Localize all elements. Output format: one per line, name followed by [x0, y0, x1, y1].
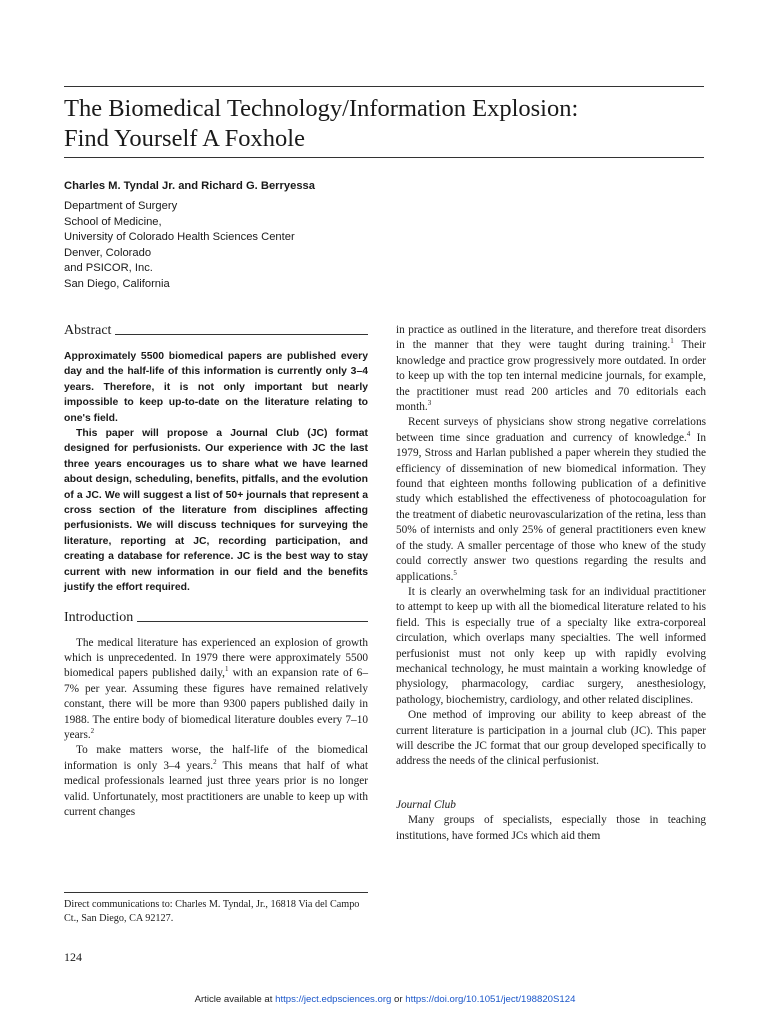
citation-superscript: 1 [224, 665, 229, 674]
title-line-2: Find Yourself A Foxhole [64, 125, 305, 152]
title-line-1: The Biomedical Technology/Information Explosion: [64, 95, 579, 122]
introduction-heading [64, 610, 368, 626]
intro-paragraph-2 [64, 743, 368, 820]
affiliation-line: School of Medicine, [64, 215, 162, 228]
journal-club-subheading: Journal Club [396, 798, 456, 811]
intro-p1-text-b: with an expansion rate of 6–7% per year. Assuming these figures have remained relatively constant, there will be more than 9300 papers published daily in 1988. The entire body of biomedical literature doubles every 7–10 years. [64, 667, 368, 741]
paper-title [64, 94, 704, 154]
affiliation-line: Denver, Colorado [64, 246, 152, 259]
authors: Charles M. Tyndal Jr. and Richard G. Berryessa [64, 180, 315, 192]
footnote: Direct communications to: Charles M. Tyndal, Jr., 16818 Via del Campo Ct., San Diego, CA 92127. [64, 899, 360, 924]
right-paragraph-5: Many groups of specialists, especially those in teaching institutions, have formed JCs which aid them [396, 814, 706, 842]
affiliation [64, 199, 464, 292]
abstract-heading [64, 323, 368, 339]
title-top-rule [64, 86, 704, 87]
intro-p1-text-a: The medical literature has experienced an explosion of growth which is unprecedented. In 1979 there were approximately 5500 biomedical papers published daily, [64, 636, 368, 680]
citation-superscript: 3 [427, 399, 432, 408]
right-paragraph-1 [396, 323, 706, 415]
footer-middle: or [391, 994, 406, 1005]
citation-superscript: 2 [90, 727, 95, 736]
intro-p2-text-b: This means that half of what medical professionals learned just three years prior is no longer valid. Unfortunately, most practitioners are unable to keep up with current changes [64, 759, 368, 818]
affiliation-line: and PSICOR, Inc. [64, 262, 153, 274]
right-paragraph-2 [396, 415, 706, 584]
right-paragraph-3: It is clearly an overwhelming task for an individual practitioner to attempt to keep up with all the biomedical literature related to his field. This is especially true of a specialty like extra-corporeal circulation, which overlaps many specialties. The well informed perfusionist must not only keep up with rapidly evolving mechanical technology, he must maintain a working knowledge of physiology, pharmacology, cardiac surgery, anesthesiology, pathology, biochemistry, cardiology, and other related disciplines. [396, 585, 706, 706]
right-p1-text-a: in practice as outlined in the literature, and therefore treat disorders in the manner that they were taught during training. [396, 324, 706, 352]
abstract-heading-label: Abstract [64, 323, 112, 338]
affiliation-line: University of Colorado Health Sciences Center [64, 231, 295, 243]
affiliation-line: San Diego, California [64, 277, 170, 290]
abstract-paragraph-2: This paper will propose a Journal Club (JC) format designed for perfusionists. Our experience with JC the last three years encourages us to share what we have learned about design, scheduling, benefits, pitfalls, and the evolution of a JC. We will suggest a list of 50+ journals that represent a cross section of the literature from disciplines affecting perfusionists. We will discuss techniques for surveying the literature, reporting at JC, recording participation, and creating a database for reference. JC is the best way to stay current with new information in our field and the benefits justify the effort required. [64, 428, 368, 594]
intro-p2-text-a: To make matters worse, the half-life of the biomedical information is only 3–4 years. [64, 744, 368, 772]
citation-superscript: 1 [670, 337, 674, 346]
right-paragraph-4: One method of improving our ability to keep abreast of the current literature is participation in a journal club (JC). This paper will describe the JC format that our group developed specifically to address the needs of the clinical perfusionist. [396, 709, 706, 768]
right-column [396, 323, 706, 844]
abstract-paragraph-1: Approximately 5500 biomedical papers are published every day and the half-life of this information is currently only 3–4 years. Therefore, it is not only important but nearly impossible to keep up-to-date on the literature relating to one's field. [64, 351, 368, 424]
citation-superscript: 5 [453, 568, 457, 577]
right-p2-text-a: Recent surveys of physicians show strong negative correlations between time since graduation and currency of knowledge. [396, 416, 706, 444]
footnote-rule [64, 892, 368, 893]
title-bottom-rule [64, 157, 704, 158]
right-p2-text-b: In 1979, Stross and Harlan published a paper wherein they studied the efficiency of dissemination of new biomedical information. They found that eighteen months following publication of a definitive study which established the effectiveness of photocoagulation for the treatment of diabetic neurovascularization of the retina, less than 50% of internists and only 25% of general practitioners even knew of the study. A smaller percentage of those who knew of the study could correctly answer two questions regarding the results and applications. [396, 431, 706, 583]
introduction-heading-rule [137, 621, 368, 622]
page-number: 124 [64, 950, 82, 964]
right-p1-text-b: Their knowledge and practice grow progressively more outdated. In order to keep up with the top ten internal medicine journals, for example, the practitioner must read 200 articles and 70 editorials each month. [396, 339, 706, 414]
doi-link[interactable]: https://doi.org/10.1051/ject/198820S124 [405, 994, 576, 1005]
citation-superscript: 2 [213, 757, 217, 766]
availability-footer [0, 994, 770, 1005]
introduction-section [64, 610, 368, 821]
introduction-heading-label: Introduction [64, 609, 134, 625]
affiliation-line: Department of Surgery [64, 200, 178, 212]
abstract-heading-rule [115, 334, 368, 335]
intro-paragraph-1 [64, 636, 368, 744]
citation-superscript: 4 [686, 430, 691, 439]
footer-prefix: Article available at [194, 994, 276, 1005]
journal-site-link[interactable]: https://ject.edpsciences.org [275, 994, 392, 1005]
left-column [64, 323, 368, 820]
